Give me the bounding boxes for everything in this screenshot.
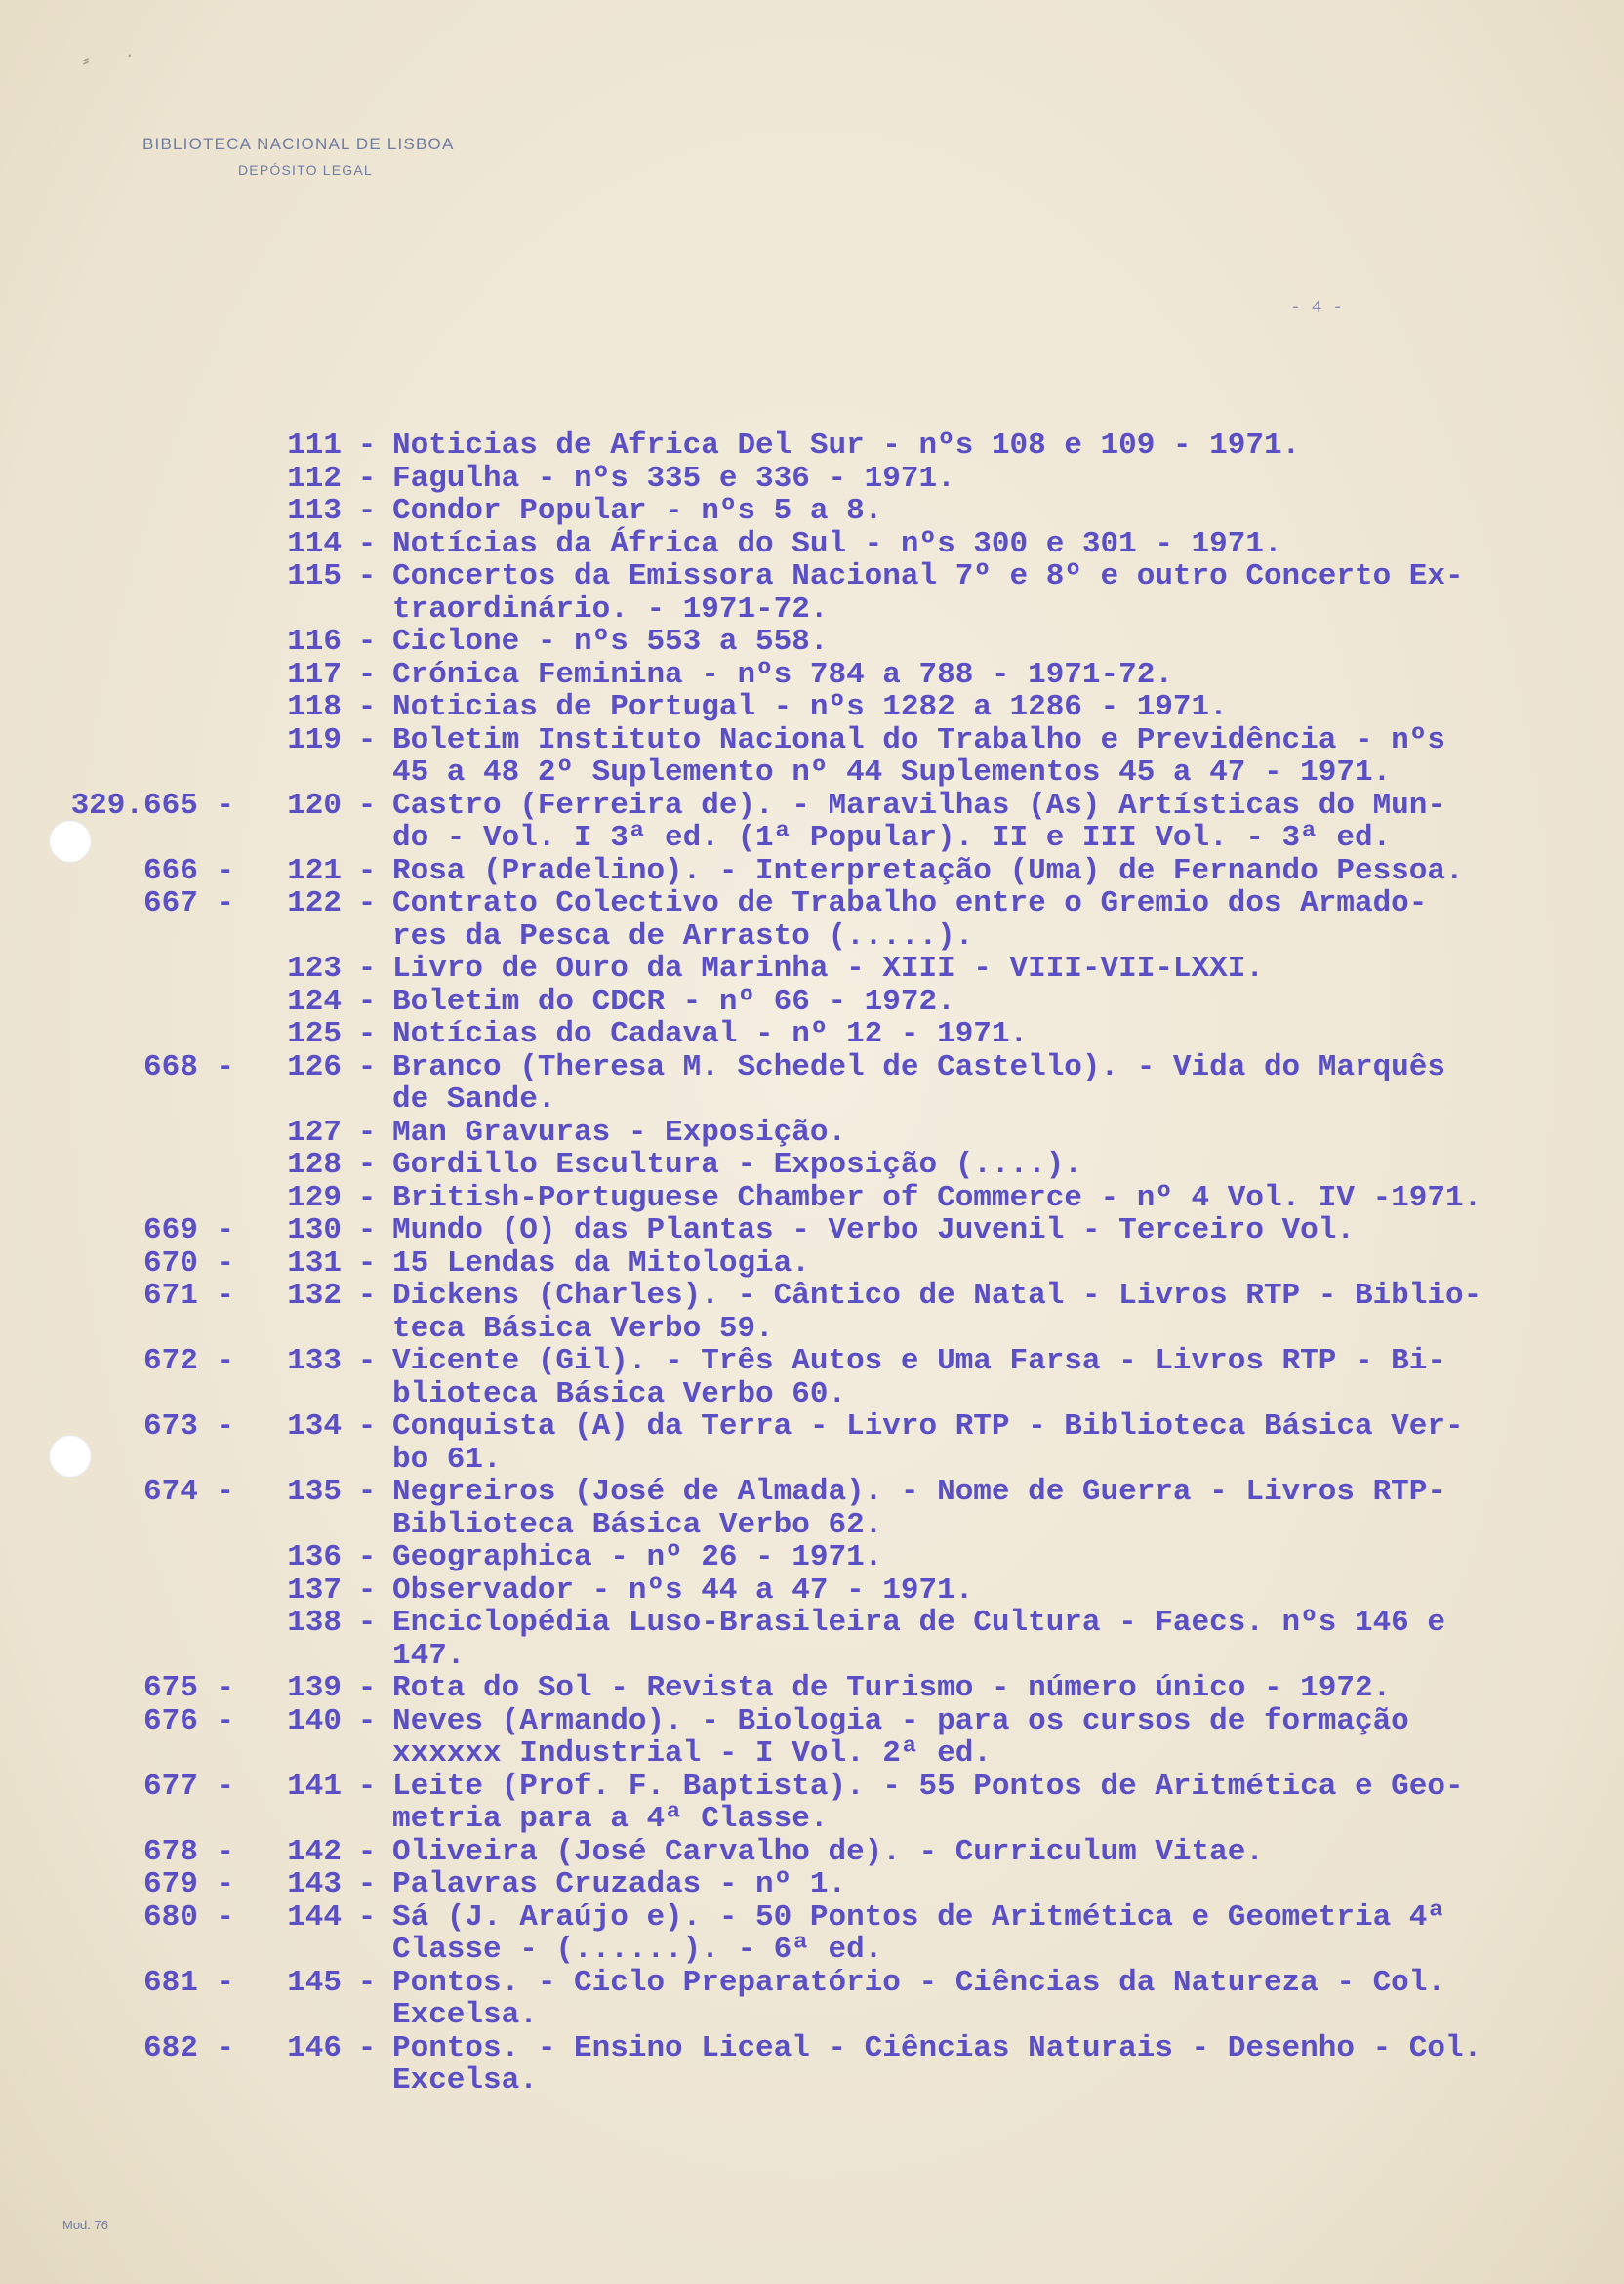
entry-dash: - bbox=[357, 1899, 377, 1935]
entry-row bbox=[0, 1640, 1624, 1673]
entry-row bbox=[0, 855, 1624, 888]
entry-dash bbox=[342, 1803, 392, 1836]
entry-dash: - bbox=[357, 461, 377, 496]
entry-ref bbox=[0, 1509, 234, 1542]
entry-row bbox=[0, 1868, 1624, 1901]
entry-text: bo 61. bbox=[392, 1442, 502, 1477]
entry-dash: - bbox=[357, 1245, 377, 1281]
entry-dash: - bbox=[357, 1671, 377, 1705]
entry-dash: - bbox=[357, 1409, 377, 1444]
entry-row bbox=[0, 626, 1624, 659]
entry-text: British-Portuguese Chamber of Commerce - nº 4 Vol. IV -1971. bbox=[392, 1180, 1482, 1215]
entry-number: 133 bbox=[287, 1344, 342, 1378]
entry-text: Ciclone - nºs 553 a 558. bbox=[392, 625, 829, 659]
entry-dash bbox=[342, 1509, 392, 1542]
entry-dash bbox=[342, 1737, 392, 1771]
entry-dash bbox=[342, 1313, 392, 1346]
entry-number: 123 bbox=[287, 952, 342, 986]
entry-ref bbox=[0, 2064, 234, 2098]
entry-dash bbox=[342, 1640, 392, 1673]
entry-ref bbox=[0, 822, 234, 855]
entry-number: 135 bbox=[287, 1475, 342, 1509]
entry-ref bbox=[0, 756, 234, 790]
entry-text: 147. bbox=[392, 1638, 466, 1673]
entry-text: Pontos. - Ensino Liceal - Ciências Naturais - Desenho - Col. bbox=[392, 2030, 1482, 2065]
entry-number: 121 bbox=[287, 853, 342, 888]
entry-ref: 681 - bbox=[142, 1965, 234, 2000]
entry-ref bbox=[0, 463, 234, 496]
entry-ref: 678 - bbox=[142, 1834, 234, 1869]
entry-number: 132 bbox=[287, 1279, 342, 1313]
entry-row bbox=[0, 1476, 1624, 1509]
entry-text: Negreiros (José de Almada). - Nome de Guerra - Livros RTP- bbox=[392, 1475, 1445, 1509]
entry-ref bbox=[0, 953, 234, 986]
entry-ref: 680 - bbox=[142, 1899, 234, 1935]
entry-row bbox=[0, 1149, 1624, 1182]
entry-number: 124 bbox=[287, 984, 342, 1019]
entry-dash: - bbox=[357, 559, 377, 593]
entry-dash: - bbox=[357, 1049, 377, 1084]
entry-text: teca Básica Verbo 59. bbox=[392, 1311, 774, 1346]
entry-ref bbox=[0, 1803, 234, 1836]
entry-row bbox=[0, 1083, 1624, 1117]
entry-text: Dickens (Charles). - Cântico de Natal - Livros RTP - Biblio- bbox=[392, 1279, 1482, 1313]
entry-dash bbox=[342, 756, 392, 790]
entry-dash bbox=[342, 1378, 392, 1411]
entry-number: 128 bbox=[287, 1148, 342, 1182]
entry-ref bbox=[0, 593, 234, 627]
entry-dash: - bbox=[357, 1572, 377, 1608]
entry-row bbox=[0, 822, 1624, 855]
entry-ref bbox=[0, 691, 234, 724]
entry-dash: - bbox=[357, 1606, 377, 1640]
entry-text: Excelsa. bbox=[392, 1998, 538, 2032]
entry-text: Boletim Instituto Nacional do Trabalho e Previdência - nºs bbox=[392, 722, 1445, 757]
entry-text: Castro (Ferreira de). - Maravilhas (As) Artísticas do Mun- bbox=[392, 788, 1445, 823]
entry-text: Gordillo Escultura - Exposição (....). bbox=[392, 1148, 1082, 1182]
entry-text: Leite (Prof. F. Baptista). - 55 Pontos de Aritmética e Geo- bbox=[392, 1769, 1464, 1804]
entry-dash: - bbox=[357, 1115, 377, 1150]
entry-ref bbox=[0, 986, 234, 1019]
entry-number: 127 bbox=[287, 1115, 342, 1150]
entry-number: 120 bbox=[287, 788, 342, 823]
entry-ref bbox=[0, 659, 234, 692]
entry-ref: 675 - bbox=[142, 1671, 234, 1705]
entry-dash: - bbox=[357, 1475, 377, 1509]
form-id: Mod. 76 bbox=[62, 2218, 108, 2232]
entry-text: Enciclopédia Luso-Brasileira de Cultura - Faecs. nºs 146 e bbox=[392, 1606, 1445, 1640]
entry-number: 129 bbox=[287, 1180, 342, 1215]
entry-number: 125 bbox=[287, 1017, 342, 1051]
entry-dash: - bbox=[357, 1180, 377, 1215]
entry-dash: - bbox=[357, 1834, 377, 1869]
entry-row bbox=[0, 2064, 1624, 2098]
entry-text: Fagulha - nºs 335 e 336 - 1971. bbox=[392, 461, 955, 496]
letterhead bbox=[142, 135, 454, 178]
entry-row bbox=[0, 429, 1624, 463]
entry-row bbox=[0, 756, 1624, 790]
entry-text: Noticias de Portugal - nºs 1282 a 1286 - 1971. bbox=[392, 690, 1228, 724]
entry-ref bbox=[0, 528, 234, 561]
entry-row bbox=[0, 1117, 1624, 1150]
entry-dash: - bbox=[357, 853, 377, 888]
entry-text: Crónica Feminina - nºs 784 a 788 - 1971-72. bbox=[392, 657, 1173, 692]
entry-text: Palavras Cruzadas - nº 1. bbox=[392, 1867, 847, 1901]
entry-ref: 671 - bbox=[142, 1279, 234, 1313]
entry-row bbox=[0, 1280, 1624, 1313]
entry-dash: - bbox=[357, 1540, 377, 1574]
entry-ref bbox=[0, 1737, 234, 1771]
entry-ref bbox=[0, 1640, 234, 1673]
entry-row bbox=[0, 1901, 1624, 1935]
entry-row bbox=[0, 1509, 1624, 1542]
entry-text: Noticias de Africa Del Sur - nºs 108 e 109 - 1971. bbox=[392, 428, 1301, 463]
entry-row bbox=[0, 528, 1624, 561]
entry-text: Biblioteca Básica Verbo 62. bbox=[392, 1507, 883, 1542]
entry-dash: - bbox=[357, 1148, 377, 1182]
entry-dash: - bbox=[357, 690, 377, 724]
entry-ref bbox=[0, 724, 234, 757]
entry-number bbox=[234, 1640, 342, 1673]
entry-number: 131 bbox=[287, 1245, 342, 1281]
entry-text: metria para a 4ª Classe. bbox=[392, 1802, 829, 1836]
entry-row bbox=[0, 1607, 1624, 1640]
entry-number: 118 bbox=[287, 690, 342, 724]
entry-ref bbox=[0, 560, 234, 593]
entry-ref: 667 - bbox=[142, 886, 234, 920]
entry-ref bbox=[0, 1018, 234, 1051]
entry-ref bbox=[0, 1574, 234, 1608]
entry-ref: 679 - bbox=[142, 1867, 234, 1901]
entry-row bbox=[0, 1934, 1624, 1967]
page-number: - 4 - bbox=[1290, 299, 1344, 318]
entry-text: Man Gravuras - Exposição. bbox=[392, 1115, 847, 1150]
entry-row bbox=[0, 2032, 1624, 2065]
entry-number: 134 bbox=[287, 1409, 342, 1444]
department-name: DEPÓSITO LEGAL bbox=[238, 162, 373, 178]
entry-text: Rosa (Pradelino). - Interpretação (Uma) de Fernando Pessoa. bbox=[392, 853, 1464, 888]
entry-number bbox=[234, 1737, 342, 1771]
entry-number: 115 bbox=[287, 559, 342, 593]
entry-text: res da Pesca de Arrasto (.....). bbox=[392, 918, 974, 954]
entry-dash bbox=[342, 593, 392, 627]
entry-number: 122 bbox=[287, 886, 342, 920]
entry-text: Vicente (Gil). - Três Autos e Uma Farsa - Livros RTP - Bi- bbox=[392, 1344, 1445, 1378]
entry-ref bbox=[0, 1541, 234, 1574]
entry-number bbox=[234, 920, 342, 954]
entry-number: 146 bbox=[287, 2030, 342, 2065]
entry-dash: - bbox=[357, 625, 377, 659]
entry-number: 141 bbox=[287, 1769, 342, 1804]
entry-text: Notícias do Cadaval - nº 12 - 1971. bbox=[392, 1017, 1029, 1051]
entry-number: 112 bbox=[287, 461, 342, 496]
entry-row bbox=[0, 1051, 1624, 1084]
entry-text: de Sande. bbox=[392, 1082, 556, 1117]
entry-text: Pontos. - Ciclo Preparatório - Ciências da Natureza - Col. bbox=[392, 1965, 1445, 2000]
entry-text: Contrato Colectivo de Trabalho entre o Gremio dos Armado- bbox=[392, 886, 1428, 920]
entry-ref bbox=[0, 1149, 234, 1182]
entry-ref: 672 - bbox=[142, 1344, 234, 1378]
entry-row bbox=[0, 659, 1624, 692]
entry-row bbox=[0, 593, 1624, 627]
entry-text: 15 Lendas da Mitologia. bbox=[392, 1245, 810, 1281]
entry-number bbox=[234, 2064, 342, 2098]
entry-row bbox=[0, 463, 1624, 496]
entry-dash: - bbox=[357, 657, 377, 692]
entry-dash: - bbox=[357, 1703, 377, 1738]
entry-number: 139 bbox=[287, 1671, 342, 1705]
entry-row bbox=[0, 1214, 1624, 1247]
entry-dash bbox=[342, 1934, 392, 1967]
entry-number: 111 bbox=[287, 428, 342, 463]
entry-number bbox=[234, 593, 342, 627]
entry-row bbox=[0, 1018, 1624, 1051]
entry-ref bbox=[0, 920, 234, 954]
entry-ref bbox=[0, 1607, 234, 1640]
entry-row bbox=[0, 1247, 1624, 1281]
entry-number bbox=[234, 1444, 342, 1477]
entry-text: traordinário. - 1971-72. bbox=[392, 591, 829, 627]
entry-dash bbox=[342, 2064, 392, 2098]
entry-row bbox=[0, 1574, 1624, 1608]
entry-dash: - bbox=[357, 1344, 377, 1378]
entry-ref bbox=[0, 1083, 234, 1117]
entry-ref: 673 - bbox=[142, 1409, 234, 1444]
entry-dash: - bbox=[357, 1965, 377, 2000]
entry-text: do - Vol. I 3ª ed. (1ª Popular). II e III Vol. - 3ª ed. bbox=[392, 821, 1392, 855]
entry-text: Rota do Sol - Revista de Turismo - número único - 1972. bbox=[392, 1671, 1392, 1705]
entry-row bbox=[0, 1737, 1624, 1771]
entry-dash: - bbox=[357, 2030, 377, 2065]
ink-smudge-icon: ⸗ bbox=[80, 51, 93, 73]
entry-ref bbox=[0, 1182, 234, 1215]
entry-number bbox=[234, 1378, 342, 1411]
entry-row bbox=[0, 953, 1624, 986]
entry-number: 136 bbox=[287, 1540, 342, 1574]
entry-dash bbox=[342, 1083, 392, 1117]
entry-text: xxxxxx Industrial - I Vol. 2ª ed. bbox=[392, 1736, 992, 1771]
entry-ref: 676 - bbox=[142, 1703, 234, 1738]
entry-text: blioteca Básica Verbo 60. bbox=[392, 1376, 847, 1411]
entry-row bbox=[0, 986, 1624, 1019]
entry-dash bbox=[342, 1444, 392, 1477]
entry-number: 113 bbox=[287, 494, 342, 528]
entry-row bbox=[0, 1705, 1624, 1738]
entry-ref: 677 - bbox=[142, 1769, 234, 1804]
entry-dash: - bbox=[357, 428, 377, 463]
entry-number: 116 bbox=[287, 625, 342, 659]
entry-number bbox=[234, 756, 342, 790]
entry-dash: - bbox=[357, 788, 377, 823]
entry-number: 138 bbox=[287, 1606, 342, 1640]
entry-row bbox=[0, 1444, 1624, 1477]
entry-row bbox=[0, 495, 1624, 528]
entry-number: 117 bbox=[287, 657, 342, 692]
entry-text: Notícias da África do Sul - nºs 300 e 301 - 1971. bbox=[392, 526, 1282, 561]
entry-row bbox=[0, 920, 1624, 954]
entry-number: 142 bbox=[287, 1834, 342, 1869]
entry-ref: 666 - bbox=[142, 853, 234, 888]
entry-row bbox=[0, 1313, 1624, 1346]
entry-dash: - bbox=[357, 1213, 377, 1247]
entry-ref: 670 - bbox=[142, 1245, 234, 1281]
entry-text: Sá (J. Araújo e). - 50 Pontos de Aritmética e Geometria 4ª bbox=[392, 1899, 1445, 1935]
entry-ref bbox=[0, 495, 234, 528]
entry-ref bbox=[0, 1999, 234, 2032]
entry-text: Conquista (A) da Terra - Livro RTP - Biblioteca Básica Ver- bbox=[392, 1409, 1464, 1444]
entry-dash: - bbox=[357, 984, 377, 1019]
entry-row bbox=[0, 1345, 1624, 1378]
entry-row bbox=[0, 691, 1624, 724]
entry-row bbox=[0, 1541, 1624, 1574]
entry-row bbox=[0, 1182, 1624, 1215]
entry-number bbox=[234, 822, 342, 855]
entry-text: Concertos da Emissora Nacional 7º e 8º e outro Concerto Ex- bbox=[392, 559, 1464, 593]
entry-row bbox=[0, 790, 1624, 823]
entry-row bbox=[0, 1378, 1624, 1411]
entry-text: 45 a 48 2º Suplemento nº 44 Suplementos 45 a 47 - 1971. bbox=[392, 755, 1392, 790]
entry-text: Observador - nºs 44 a 47 - 1971. bbox=[392, 1572, 974, 1608]
entry-dash: - bbox=[357, 526, 377, 561]
entry-text: Mundo (O) das Plantas - Verbo Juvenil - Terceiro Vol. bbox=[392, 1213, 1355, 1247]
entry-ref: 669 - bbox=[142, 1213, 234, 1247]
entry-ref: 682 - bbox=[142, 2030, 234, 2065]
entry-dash: - bbox=[357, 1769, 377, 1804]
entry-ref bbox=[0, 1378, 234, 1411]
entry-row bbox=[0, 560, 1624, 593]
entry-ref bbox=[0, 429, 234, 463]
entry-number bbox=[234, 1313, 342, 1346]
entry-ref bbox=[0, 1934, 234, 1967]
entry-ref: 674 - bbox=[142, 1475, 234, 1509]
entry-dash bbox=[342, 822, 392, 855]
entry-dash: - bbox=[357, 952, 377, 986]
entry-ref bbox=[0, 1444, 234, 1477]
entry-row bbox=[0, 1803, 1624, 1836]
entry-number: 144 bbox=[287, 1899, 342, 1935]
entry-number bbox=[234, 1509, 342, 1542]
entry-text: Livro de Ouro da Marinha - XIII - VIII-VII-LXXI. bbox=[392, 952, 1264, 986]
entry-row bbox=[0, 1771, 1624, 1804]
entry-row bbox=[0, 1410, 1624, 1444]
entry-text: Neves (Armando). - Biologia - para os cursos de formação bbox=[392, 1703, 1409, 1738]
entry-row bbox=[0, 1836, 1624, 1869]
entry-dash bbox=[342, 920, 392, 954]
entry-row bbox=[0, 887, 1624, 920]
entry-text: Excelsa. bbox=[392, 2063, 538, 2098]
entry-list bbox=[0, 429, 1624, 2098]
entry-ref bbox=[0, 626, 234, 659]
entry-dash: - bbox=[357, 722, 377, 757]
entry-number: 143 bbox=[287, 1867, 342, 1901]
entry-number bbox=[234, 1083, 342, 1117]
entry-number: 130 bbox=[287, 1213, 342, 1247]
entry-text: Oliveira (José Carvalho de). - Curriculum Vitae. bbox=[392, 1834, 1264, 1869]
entry-dash: - bbox=[357, 1867, 377, 1901]
entry-number bbox=[234, 1999, 342, 2032]
entry-text: Condor Popular - nºs 5 a 8. bbox=[392, 494, 883, 528]
entry-dash: - bbox=[357, 494, 377, 528]
entry-text: Boletim do CDCR - nº 66 - 1972. bbox=[392, 984, 955, 1019]
ink-smudge-icon: · bbox=[125, 47, 135, 64]
entry-row bbox=[0, 1672, 1624, 1705]
entry-number: 140 bbox=[287, 1703, 342, 1738]
entry-text: Branco (Theresa M. Schedel de Castello). - Vida do Marquês bbox=[392, 1049, 1445, 1084]
entry-text: Classe - (......). - 6ª ed. bbox=[392, 1933, 883, 1967]
institution-name: BIBLIOTECA NACIONAL DE LISBOA bbox=[142, 135, 455, 153]
entry-row bbox=[0, 1999, 1624, 2032]
entry-row bbox=[0, 1967, 1624, 2000]
entry-number: 119 bbox=[287, 722, 342, 757]
entry-number bbox=[234, 1803, 342, 1836]
entry-number: 145 bbox=[287, 1965, 342, 2000]
entry-ref: 329.665 - bbox=[70, 788, 234, 823]
entry-dash: - bbox=[357, 886, 377, 920]
entry-ref bbox=[0, 1117, 234, 1150]
entry-number: 126 bbox=[287, 1049, 342, 1084]
entry-dash: - bbox=[357, 1279, 377, 1313]
entry-ref bbox=[0, 1313, 234, 1346]
entry-number: 114 bbox=[287, 526, 342, 561]
entry-number bbox=[234, 1934, 342, 1967]
entry-number: 137 bbox=[287, 1572, 342, 1608]
entry-row bbox=[0, 724, 1624, 757]
entry-dash bbox=[342, 1999, 392, 2032]
entry-text: Geographica - nº 26 - 1971. bbox=[392, 1540, 883, 1574]
entry-ref: 668 - bbox=[142, 1049, 234, 1084]
entry-dash: - bbox=[357, 1017, 377, 1051]
